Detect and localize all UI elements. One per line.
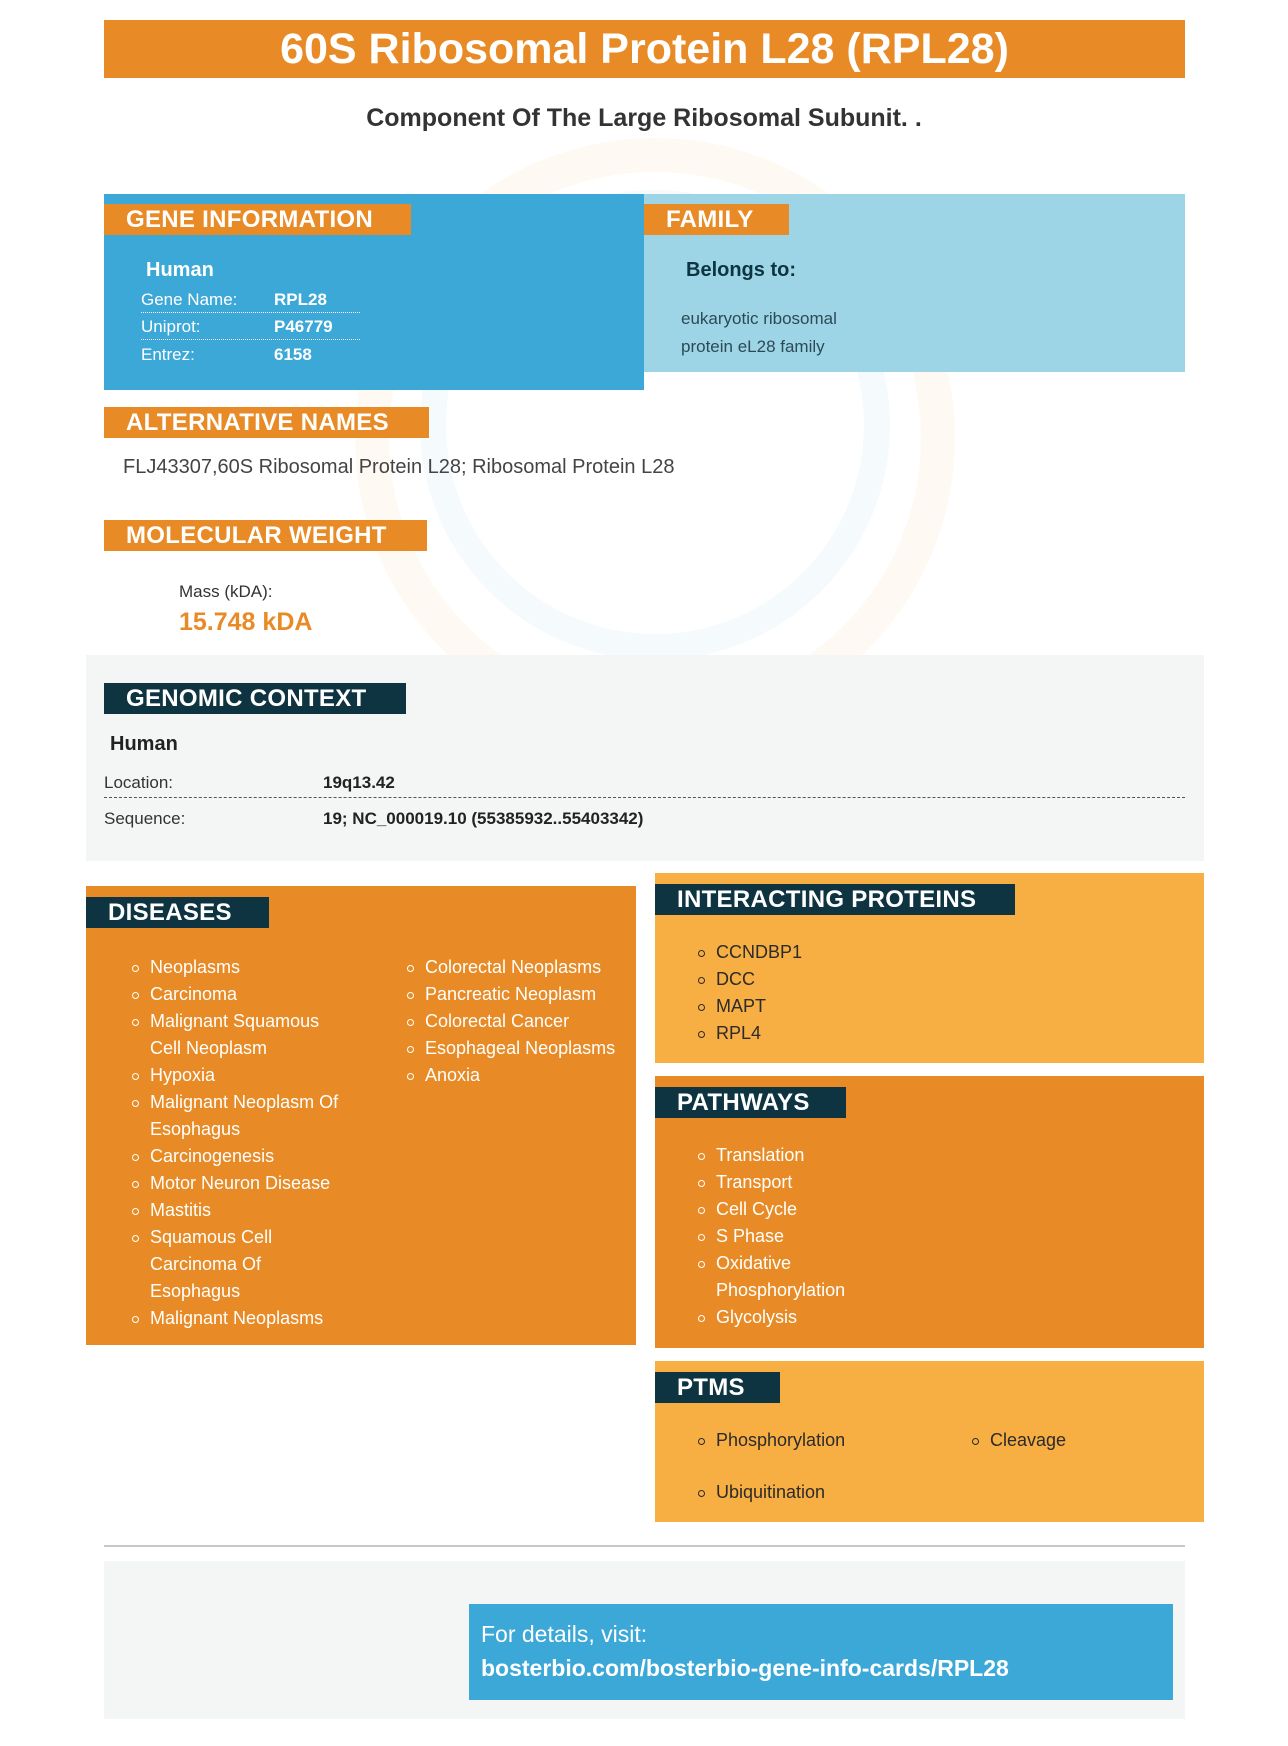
gene-organism: Human xyxy=(146,259,214,281)
footer-divider xyxy=(104,1545,1185,1547)
disease-item: Anoxia xyxy=(403,1062,628,1089)
disease-item xyxy=(128,1008,368,1062)
pathway-item: Transport xyxy=(694,1169,994,1196)
uniprot-label: Uniprot: xyxy=(141,317,201,336)
ptm-item: Ubiquitination xyxy=(694,1479,934,1506)
diseases-panel xyxy=(86,886,636,1345)
pathway-item: Translation xyxy=(694,1142,994,1169)
visit-link-box[interactable] xyxy=(469,1604,1173,1700)
location-value: 19q13.42 xyxy=(323,773,395,792)
gene-name-row xyxy=(141,290,360,313)
page-title: 60S Ribosomal Protein L28 (RPL28) xyxy=(104,20,1185,78)
uniprot-row xyxy=(141,317,360,340)
disease-item-line: Malignant Squamous xyxy=(150,1011,320,1031)
disease-item-line: Cell Neoplasm xyxy=(150,1038,268,1058)
disease-item: Motor Neuron Disease xyxy=(128,1170,368,1197)
gene-information-header: GENE INFORMATION xyxy=(104,204,411,235)
entrez-value: 6158 xyxy=(274,345,312,364)
interacting-proteins-header: INTERACTING PROTEINS xyxy=(655,884,1015,915)
pathways-list xyxy=(694,1142,994,1331)
disease-item: Esophageal Neoplasms xyxy=(403,1035,628,1062)
entrez-label: Entrez: xyxy=(141,345,195,364)
disease-item-line: Esophagus xyxy=(150,1281,241,1301)
protein-item: CCNDBP1 xyxy=(694,939,994,966)
gene-name-value: RPL28 xyxy=(274,290,327,309)
mass-value: 15.748 kDA xyxy=(179,608,313,636)
mass-label: Mass (kDA): xyxy=(179,582,273,601)
sequence-value: 19; NC_000019.10 (55385932..55403342) xyxy=(323,809,644,828)
genomic-organism: Human xyxy=(110,733,178,755)
disease-item-line: Carcinoma Of xyxy=(150,1254,262,1274)
disease-item: Carcinogenesis xyxy=(128,1143,368,1170)
disease-item xyxy=(128,1224,368,1305)
pathway-item: Glycolysis xyxy=(694,1304,994,1331)
sequence-label: Sequence: xyxy=(104,809,186,828)
disease-item-line: Esophagus xyxy=(150,1119,241,1139)
disease-item: Carcinoma xyxy=(128,981,368,1008)
sequence-row xyxy=(104,809,1185,834)
disease-item: Mastitis xyxy=(128,1197,368,1224)
family-panel xyxy=(644,194,1185,372)
disease-item-line: Malignant Neoplasm Of xyxy=(150,1092,339,1112)
disease-item: Colorectal Cancer xyxy=(403,1008,628,1035)
family-name-line1: eukaryotic ribosomal xyxy=(681,309,837,328)
visit-label: For details, visit: xyxy=(481,1621,648,1647)
alternative-names-text: FLJ43307,60S Ribosomal Protein L28; Ribosomal Protein L28 xyxy=(123,456,675,478)
uniprot-value: P46779 xyxy=(274,317,333,336)
pathway-item xyxy=(694,1250,994,1304)
ptms-header: PTMS xyxy=(655,1372,780,1403)
gene-information-panel xyxy=(104,194,644,390)
interacting-proteins-list xyxy=(694,939,994,1047)
disease-item: Neoplasms xyxy=(128,954,368,981)
ptms-panel xyxy=(655,1361,1204,1522)
genomic-context-panel xyxy=(86,655,1204,861)
family-belongs-label: Belongs to: xyxy=(686,259,796,281)
disease-item: Malignant Neoplasms xyxy=(128,1305,368,1332)
pathways-header: PATHWAYS xyxy=(655,1087,846,1118)
genomic-context-header: GENOMIC CONTEXT xyxy=(104,683,406,714)
disease-item: Colorectal Neoplasms xyxy=(403,954,628,981)
protein-item: DCC xyxy=(694,966,994,993)
family-header: FAMILY xyxy=(644,204,789,235)
ptms-list-col1 xyxy=(694,1427,934,1506)
molecular-weight-header: MOLECULAR WEIGHT xyxy=(104,520,427,551)
disease-item: Hypoxia xyxy=(128,1062,368,1089)
diseases-header: DISEASES xyxy=(86,897,269,928)
diseases-list-col2 xyxy=(403,954,628,1089)
protein-item: MAPT xyxy=(694,993,994,1020)
ptms-list-col2 xyxy=(968,1427,1168,1454)
page-subtitle: Component Of The Large Ribosomal Subunit. . xyxy=(366,104,922,132)
diseases-list-col1 xyxy=(128,954,368,1332)
alternative-names-header: ALTERNATIVE NAMES xyxy=(104,407,429,438)
pathway-item: Cell Cycle xyxy=(694,1196,994,1223)
interacting-proteins-panel xyxy=(655,873,1204,1063)
pathway-item-line: Oxidative xyxy=(716,1253,792,1273)
pathway-item: S Phase xyxy=(694,1223,994,1250)
entrez-row xyxy=(141,345,360,368)
protein-item: RPL4 xyxy=(694,1020,994,1047)
ptm-item: Phosphorylation xyxy=(694,1427,934,1454)
gene-name-label: Gene Name: xyxy=(141,290,238,309)
location-row xyxy=(104,773,1185,798)
pathway-item-line: Phosphorylation xyxy=(716,1280,846,1300)
visit-url-link[interactable]: bosterbio.com/bosterbio-gene-info-cards/RPL28 xyxy=(481,1655,1009,1681)
disease-item: Pancreatic Neoplasm xyxy=(403,981,628,1008)
disease-item-line: Squamous Cell xyxy=(150,1227,273,1247)
pathways-panel xyxy=(655,1076,1204,1348)
ptm-item: Cleavage xyxy=(968,1427,1168,1454)
disease-item xyxy=(128,1089,368,1143)
family-name-line2: protein eL28 family xyxy=(681,337,825,356)
location-label: Location: xyxy=(104,773,173,792)
